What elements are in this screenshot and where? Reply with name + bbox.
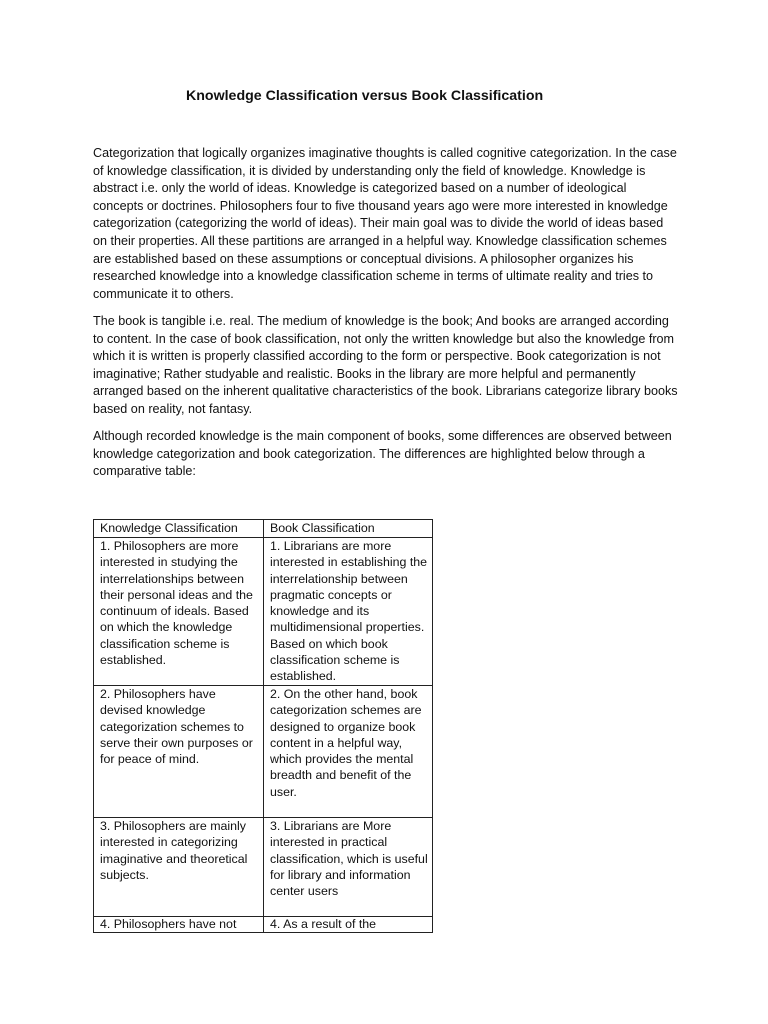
table-cell-book [264, 917, 433, 933]
comparison-table [93, 519, 433, 933]
header-book-classification: Book Classification [264, 520, 433, 538]
table-cell-knowledge [94, 538, 264, 686]
table-row [94, 686, 433, 818]
cell-text: 1. Philosophers are more interested in studying the interrelationships between their personal ideas and the continuum of ideals. Based on which the knowledge classification scheme is established. [100, 539, 253, 668]
table-row [94, 818, 433, 917]
cell-text: 4. As a result of the [270, 917, 377, 931]
cell-text: 4. Philosophers have not [100, 917, 237, 931]
cell-text: 3. Philosophers are mainly interested in categorizing imaginative and theoretical subjects. [100, 819, 248, 882]
header-knowledge-classification: Knowledge Classification [94, 520, 264, 538]
table-cell-book [264, 686, 433, 818]
table-header-row [94, 520, 433, 538]
table-cell-knowledge [94, 818, 264, 917]
cell-text: 1. Librarians are more interested in establishing the interrelationship between pragmatic concepts or knowledge and its multidimensional properties. Based on which book classification scheme is established. [270, 539, 428, 684]
paragraph-differences-intro: Although recorded knowledge is the main component of books, some differences are observed between knowledge categorization and book categorization. The differences are highlighted below through a comparative table: [93, 429, 672, 479]
table-cell-book [264, 818, 433, 917]
document-title: Knowledge Classification versus Book Classification [186, 88, 544, 104]
cell-text: 3. Librarians are More interested in practical classification, which is useful for library and information center users [270, 819, 428, 899]
table-cell-knowledge [94, 686, 264, 818]
table-cell-book [264, 538, 433, 686]
paragraph-book-classification: The book is tangible i.e. real. The medium of knowledge is the book; And books are arranged according to content. In the case of book classification, not only the written knowledge but also the knowledge from which it is written is properly classified according to the form or perspective. Book categorization is not imaginative; Rather studyable and realistic. Books in the library are more helpful and permanently arranged based on the inherent qualitative characteristics of the book. Librarians categorize library books based on reality, not fantasy. [93, 314, 678, 416]
table-row [94, 917, 433, 933]
table-row [94, 538, 433, 686]
cell-text: 2. On the other hand, book categorization schemes are designed to organize book content in a helpful way, which provides the mental breadth and benefit of the user. [270, 687, 422, 799]
cell-text: 2. Philosophers have devised knowledge categorization schemes to serve their own purposes or for peace of mind. [100, 687, 253, 767]
table-cell-knowledge [94, 917, 264, 933]
paragraph-knowledge-classification: Categorization that logically organizes imaginative thoughts is called cognitive categorization. In the case of knowledge classification, it is divided by understanding only the field of knowledge. Knowledge is abstract i.e. only the world of ideas. Knowledge is categorized based on a number of ideological concepts or doctrines. Philosophers four to five thousand years ago were more interested in knowledge categorization (categorizing the world of ideas). Their main goal was to divide the world of ideas based on their properties. All these partitions are arranged in a helpful way. Knowledge classification schemes are established based on these assumptions or conceptual divisions. A philosopher organizes his researched knowledge into a knowledge classification scheme in terms of ultimate reality and tries to communicate it to others. [93, 146, 677, 301]
